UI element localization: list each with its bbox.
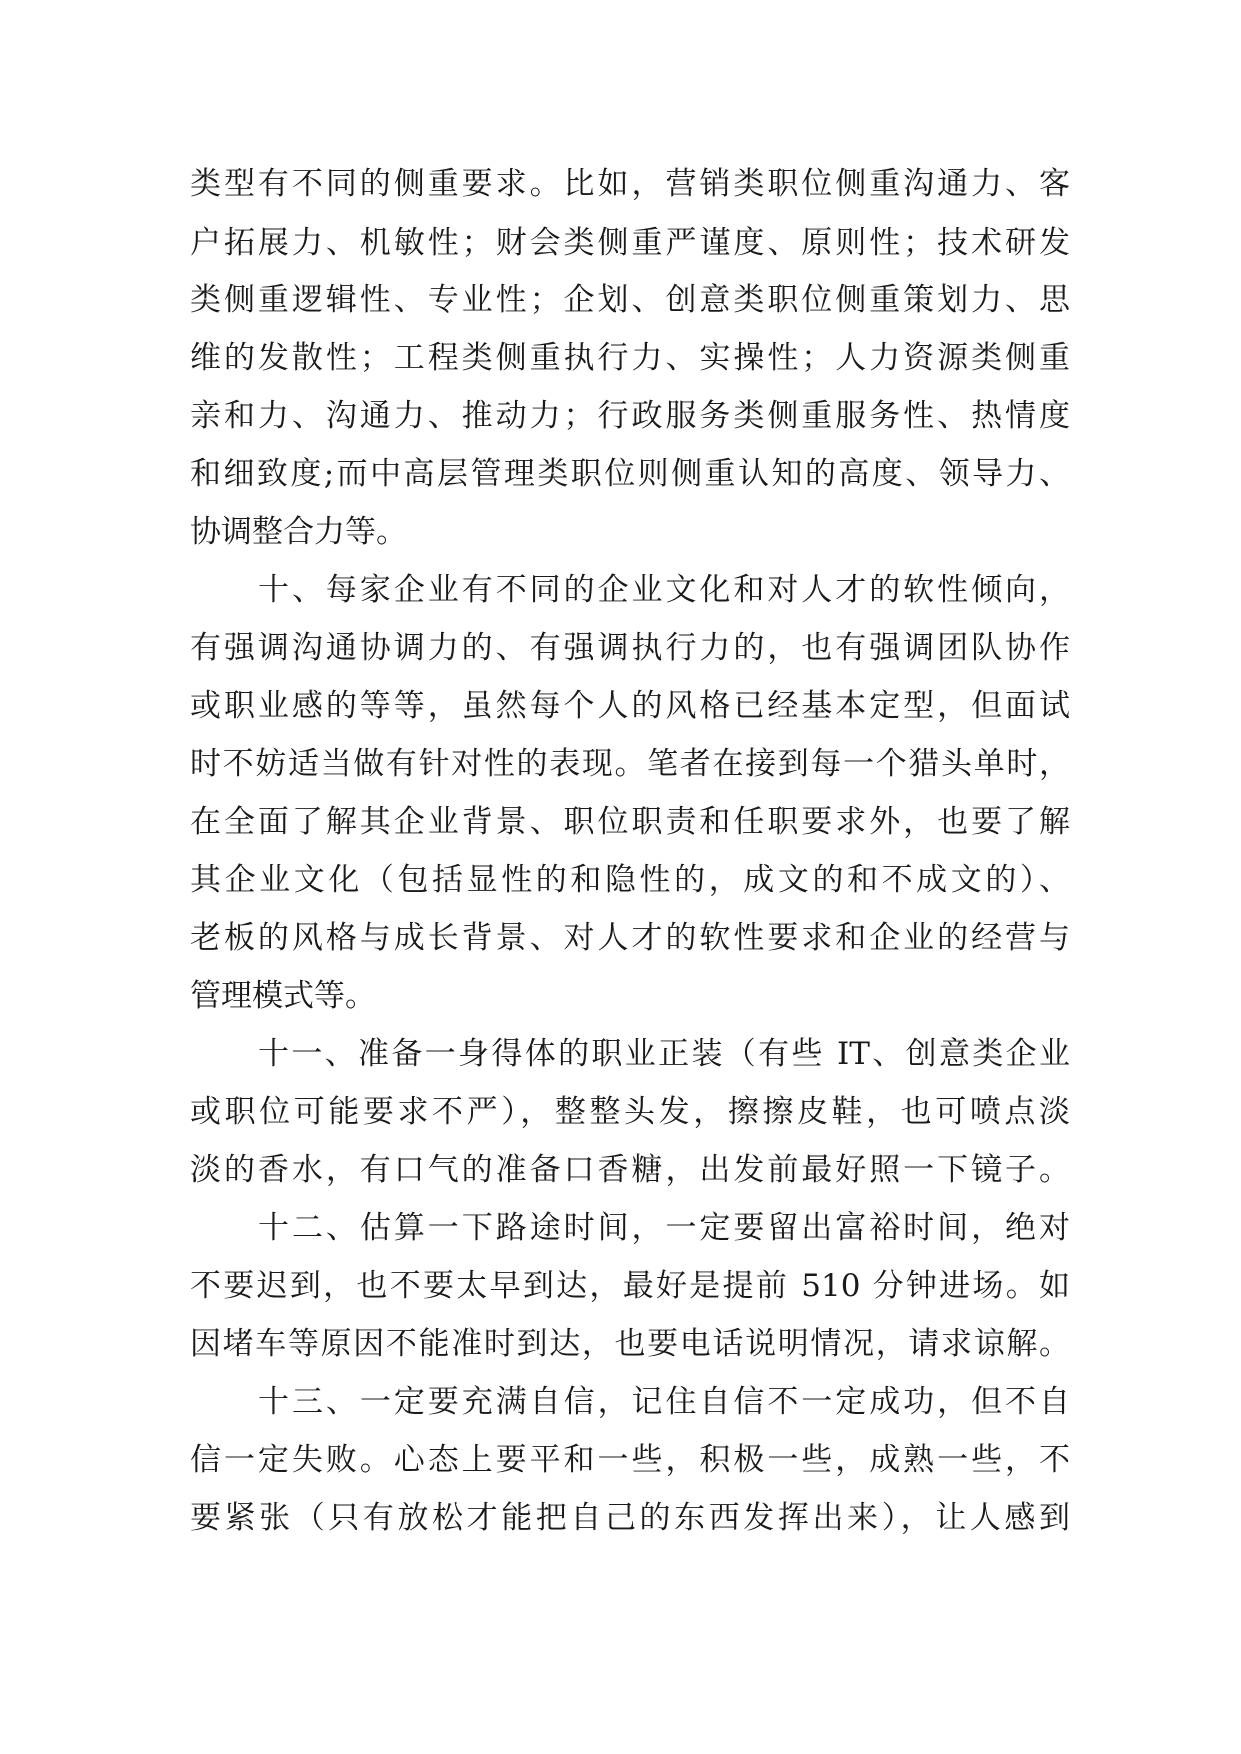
text-line: 不要迟到，也不要太早到达，最好是提前 510 分钟进场。如 [190, 1268, 1070, 1304]
text-line: 亲和力、沟通力、推动力；行政服务类侧重服务性、热情度 [190, 398, 1070, 434]
text-line: 和细致度;而中高层管理类职位则侧重认知的高度、领导力、 [190, 456, 1070, 492]
text-line: 淡的香水，有口气的准备口香糖，出发前最好照一下镜子。 [190, 1152, 1070, 1188]
text-line: 协调整合力等。 [190, 514, 407, 550]
text-line: 或职位可能要求不严），整整头发，擦擦皮鞋，也可喷点淡 [190, 1094, 1070, 1130]
text-line: 类型有不同的侧重要求。比如，营销类职位侧重沟通力、客 [190, 166, 1070, 202]
text-line: 信一定失败。心态上要平和一些，积极一些，成熟一些，不 [190, 1442, 1070, 1478]
paragraph-start-line: 十三、一定要充满自信，记住自信不一定成功，但不自 [258, 1384, 1070, 1420]
paragraph-start-line: 十二、估算一下路途时间，一定要留出富裕时间，绝对 [258, 1210, 1070, 1246]
text-line: 户拓展力、机敏性；财会类侧重严谨度、原则性；技术研发 [190, 225, 1070, 261]
text-line: 有强调沟通协调力的、有强调执行力的，也有强调团队协作 [190, 630, 1070, 666]
text-line: 管理模式等。 [190, 978, 376, 1014]
paragraph-start-line: 十一、准备一身得体的职业正装（有些 IT、创意类企业 [258, 1036, 1070, 1072]
text-line: 要紧张（只有放松才能把自己的东西发挥出来），让人感到 [190, 1500, 1070, 1536]
text-line: 其企业文化（包括显性的和隐性的，成文的和不成文的）、 [190, 862, 1070, 898]
text-line: 在全面了解其企业背景、职位职责和任职要求外，也要了解 [190, 804, 1070, 840]
text-line: 因堵车等原因不能准时到达，也要电话说明情况，请求谅解。 [190, 1326, 1070, 1362]
paragraph-start-line: 十、每家企业有不同的企业文化和对人才的软性倾向， [258, 572, 1070, 608]
text-line: 维的发散性；工程类侧重执行力、实操性；人力资源类侧重 [190, 340, 1070, 376]
text-line: 或职业感的等等，虽然每个人的风格已经基本定型，但面试 [190, 688, 1070, 724]
text-line: 老板的风格与成长背景、对人才的软性要求和企业的经营与 [190, 920, 1070, 956]
text-line: 类侧重逻辑性、专业性；企划、创意类职位侧重策划力、思 [190, 282, 1070, 318]
text-line: 时不妨适当做有针对性的表现。笔者在接到每一个猎头单时， [190, 746, 1070, 782]
